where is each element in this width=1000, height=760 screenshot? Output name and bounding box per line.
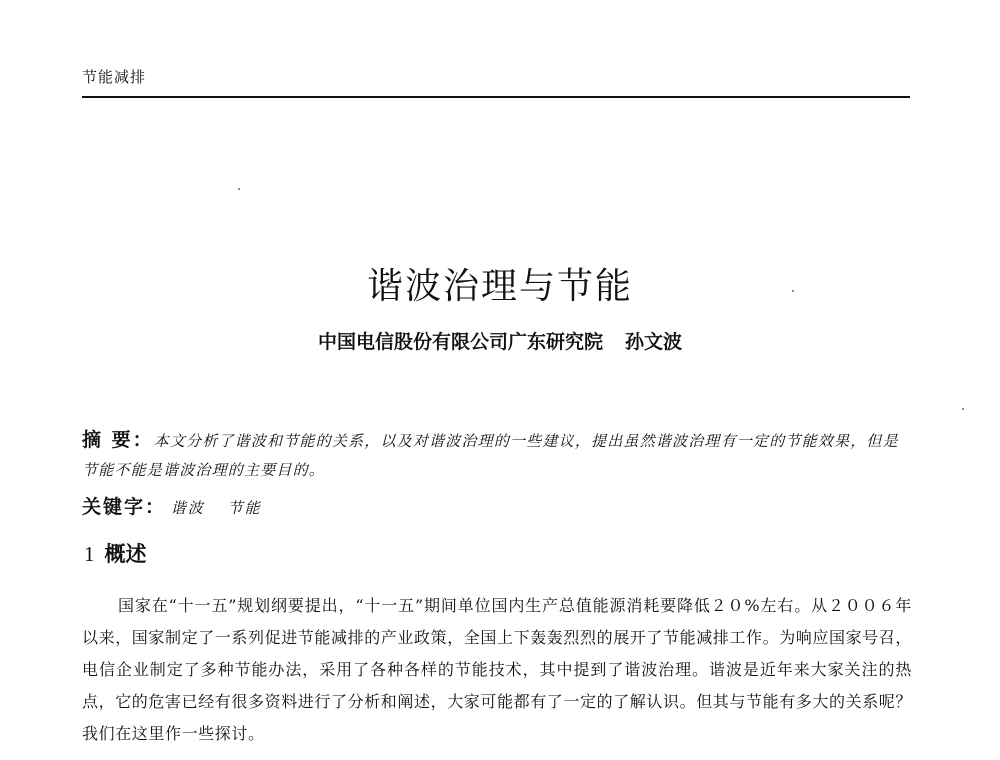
running-header: 节能减排 (82, 68, 147, 86)
section-title: 概述 (104, 542, 147, 566)
abstract-label: 摘 要： (82, 429, 154, 451)
keywords (82, 492, 280, 519)
scan-speck (792, 290, 794, 292)
scan-speck (238, 188, 240, 190)
author-affiliation: 中国电信股份有限公司广东研究院 (317, 331, 603, 353)
keywords-label: 关键字： (82, 496, 167, 518)
abstract (82, 426, 912, 485)
section-heading (84, 538, 147, 568)
keyword-item: 谐波 (170, 499, 205, 517)
section-number: 1 (84, 542, 95, 566)
keyword-item: 节能 (227, 499, 262, 517)
header-rule (82, 96, 910, 98)
article-title: 谐波治理与节能 (366, 266, 633, 307)
author-line (0, 327, 1000, 354)
abstract-text: 本文分析了谐波和节能的关系，以及对谐波治理的一些建议，提出虽然谐波治理有一定的节能效果，但是节能不能是谐波治理的主要目的。 (82, 432, 899, 479)
scan-speck (962, 408, 964, 410)
body-paragraph: 国家在“十一五”规划纲要提出，“十一五”期间单位国内生产总值能源消耗要降低２０%左右。从２００６年以来，国家制定了一系列促进节能减排的产业政策，全国上下轰轰烈烈的展开了节能减排工作。为响应国家号召，电信企业制定了多种节能办法，采用了各种各样的节能技术，其中提到了谐波治理。谐波是近年来大家关注的热点，它的危害已经有很多资料进行了分析和阐述，大家可能都有了一定的了解认识。但其与节能有多大的关系呢？我们在这里作一些探讨。 (82, 596, 913, 743)
author-name: 孙文波 (625, 331, 683, 353)
